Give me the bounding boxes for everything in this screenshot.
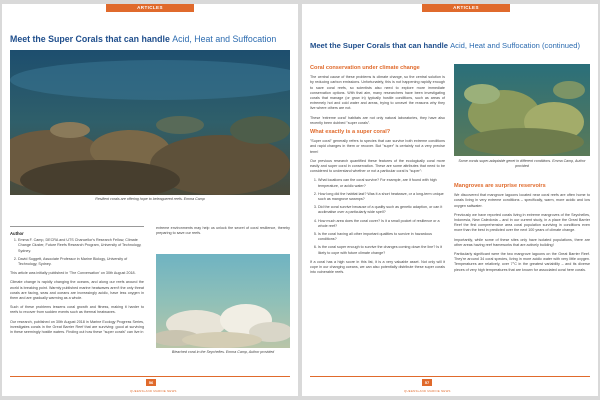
body-paragraph: Particularly significant were the two mangrove lagoons on the Great Barrier Reef. They're around 34 coral species, living in more acidic water with very little oxygen. Temperatures are relatively, over 7°C in the greatest variability – and its diverse pieces of very high temperatures that are known for associated coral here corals. <box>454 252 590 272</box>
body-paragraph: Such of these problems lessens coral growth and fitness, making it harder to reefs to recover from sudden events such as thermal heatwaves. <box>10 305 144 315</box>
question-item: 1. What locations can the coral survive? For example, are it found with high temperature, or acidic water? <box>318 178 445 188</box>
coral-photo <box>454 64 590 156</box>
divider <box>10 226 144 227</box>
body-paragraph: If a coral has a high score in this list, it is a very valuable asset. Not only will it cope in our changing oceans, we can also potentially distribute these super corals into vulnerable reefs. <box>310 259 445 275</box>
section-heading: What exactly is a super coral? <box>310 129 391 136</box>
footer-text: QUEENSLAND MARINE NEWS <box>404 389 451 393</box>
bleached-coral-image <box>156 254 290 348</box>
section-tab: ARTICLES <box>106 4 194 12</box>
body-paragraph: The central cause of these problems is climate change, so the central solution is by reducing carbon emissions. Unfortunately, this is not happening rapidly enough to save coral reefs, so scientists also need to explore more immediate conservation options. With that aim, many researchers have been investigating corals that manage (or grow in) typically hostile conditions, such as areas of extremely hot and cold water and areas, trying to unravel the reasons why they live where others are not. <box>310 75 445 111</box>
left-page <box>2 4 298 396</box>
question-item: 4. How much area does the coral cover? Is it a small pocket of resilience or a whole reef? <box>318 219 445 229</box>
body-paragraph: Importantly, while some of these sites only have isolated populations, there are other areas having reef frameworks that are actively building! <box>454 237 590 247</box>
footer-rule <box>310 376 590 377</box>
right-page-left-column <box>310 64 445 280</box>
right-page-right-column <box>454 182 590 277</box>
body-paragraph: These 'extreme coral' habitats are not only natural laboratories, they have also recently been dubbed "super corals". <box>310 115 445 125</box>
section-heading: Coral conservation under climate change <box>310 65 420 71</box>
page-number: 57 <box>422 379 432 386</box>
reef-photo-top <box>10 50 290 195</box>
left-column <box>10 222 144 339</box>
article-title-continued <box>310 41 580 50</box>
page-number: 56 <box>146 379 156 386</box>
article-title-main: Meet the Super Corals that can handle <box>10 34 170 44</box>
section-tab: ARTICLES <box>422 4 510 12</box>
top-photo-caption: Resilient corals are offering hope to beleaguered reefs. Emma Camp <box>95 197 205 201</box>
author-list <box>10 238 144 267</box>
question-item: 6. Is the coral super enough to survive the changes coming down the line? Is it likely to cope with future climate change? <box>318 245 445 255</box>
lower-photo-caption: Bleached coral in the Seychelles. Emma Camp, Author provided <box>171 350 275 354</box>
body-paragraph: We discovered that mangrove lagoons located near coral reefs are often home to corals living in very extreme conditions – specifically, warm, more acidic and low oxygen saltwater. <box>454 193 590 208</box>
right-column <box>156 226 290 240</box>
coral-photo-caption: Some corals super-adaptable genet in different conditions. Emma Camp, Author provided <box>458 159 586 168</box>
body-paragraph: Our previous research quantified these features of the ecologically coral more easily and super coral in conservation. These are some attributes that need to be considered to understand whether or not a particular coral is "super": <box>310 158 445 174</box>
question-item: 3. Did the coral survive because of a quality such as genetic adaption, or can it acclimatise over a particularly wide spell? <box>318 205 445 215</box>
body-paragraph: Our research, published on 30th August 2018 in Marine Ecology Progress Series, investigates corals in the Great Barrier Reef that are surviving: good at surviving in these seemingly hostile waters. Finding out how these "super corals" can live in <box>10 319 144 335</box>
article-title <box>10 34 276 44</box>
question-item: 5. Is the coral having all other important qualities to survive in hazardous conditions? <box>318 232 445 242</box>
republish-note: This article was initially published in 'The Conversation' on 30th August 2018. <box>10 271 136 276</box>
right-page <box>302 4 598 396</box>
body-paragraph: extreme environments may help us unlock the secret of coral resilience, thereby preparing to save our reefs. <box>156 226 290 236</box>
article-title-main: Meet the Super Corals that can handle <box>310 41 448 50</box>
body-paragraph: Previously we have reported corals living in extreme mangroves of the Seychelles, Indonesia, New Caledonia – and in our current study, in a place the Great Barrier Reef the first comprehensive area coral population surviving in conditions even more than the best in predicted over the next 100 years of climate change. <box>454 212 590 233</box>
question-list <box>310 178 445 255</box>
continued-label: (continued) <box>542 41 581 50</box>
body-paragraph: Climate change is rapidly changing the oceans, and along our reefs around the world is breaking point. Warmly published marine heatwaves aren't the only threat corals are facing, seas and oceans are increasingly acidic, have less oxygen in them and are gradually warming as a whole. <box>10 280 144 301</box>
section-heading: Mangroves are surprise reservoirs <box>454 183 546 189</box>
body-paragraph: "Super coral" generally refers to species that can survive both extreme conditions and rapid changes in them or recover. But "super" is certainly not a very precise term! <box>310 139 445 154</box>
footer-text: QUEENSLAND MARINE NEWS <box>130 389 177 393</box>
question-item: 2. How long did the habitat last? Was it a short heatwave, or a long-term unique such as mangrove swamps? <box>318 192 445 202</box>
author-heading: Author <box>10 231 24 236</box>
author-item: 1. Emma F. Camp, DECRA and UTS Chancellor's Research Fellow, Climate Change Cluster, Future Reefs Research Program, University of Technology, Sydney. <box>18 238 144 254</box>
coral-closeup-image <box>454 64 590 156</box>
underwater-reef-image <box>10 50 290 195</box>
footer-rule <box>10 376 290 377</box>
article-title-sub: Acid, Heat and Suffocation <box>450 41 540 50</box>
author-item: 2. David Suggett, Associate Professor in Marine Biology, University of Technology, Sydney. <box>18 257 144 267</box>
bleached-coral-photo <box>156 254 290 348</box>
article-title-sub: Acid, Heat and Suffocation <box>172 34 277 44</box>
